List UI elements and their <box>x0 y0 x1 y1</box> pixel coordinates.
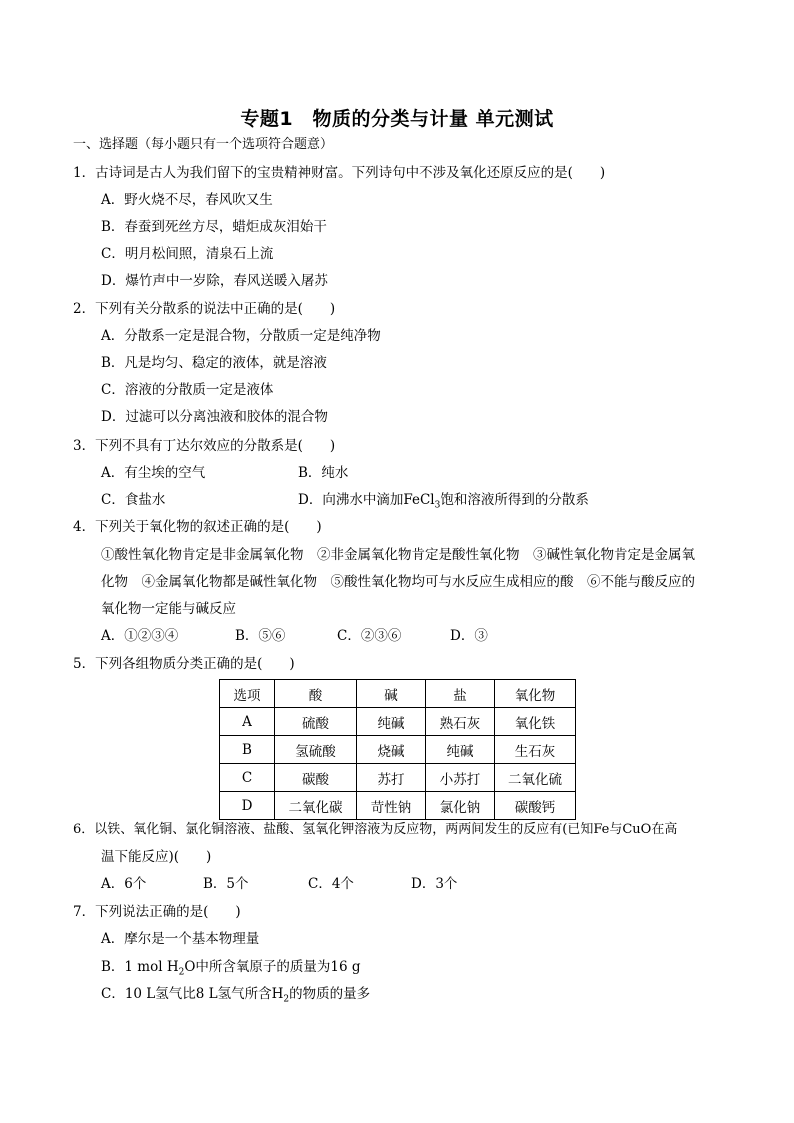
question-1-option-d: D．爆竹声中一岁除，春风送暖入屠苏 <box>101 273 328 289</box>
table-cell: 二氧化硫 <box>495 764 576 792</box>
table-cell: 碳酸 <box>275 764 357 792</box>
classification-table <box>219 679 576 820</box>
table-cell: 小苏打 <box>426 764 495 792</box>
question-6-stem-line-1: 6．以铁、氧化铜、氯化铜溶液、盐酸、氢氧化钾溶液为反应物，两两间发生的反应有(已知Fe与CuO在高 <box>73 822 678 837</box>
page-title: 专题1 物质的分类与计量 单元测试 <box>240 108 554 130</box>
question-4-statements-line-1: ①酸性氧化物肯定是非金属氧化物 ②非金属氧化物肯定是酸性氧化物 ③碱性氧化物肯定是金属氧 <box>101 547 695 563</box>
table-row <box>220 764 576 792</box>
question-4-statements-line-2: 化物 ④金属氧化物都是碱性氧化物 ⑤酸性氧化物均可与水反应生成相应的酸 ⑥不能与酸反应的 <box>101 574 695 590</box>
table-cell: 硫酸 <box>275 708 357 736</box>
table-cell: C <box>220 764 275 792</box>
table-header-cell: 选项 <box>220 680 275 708</box>
question-3-option-b: B．纯水 <box>298 465 349 481</box>
section-heading: 一、选择题（每小题只有一个选项符合题意） <box>73 137 334 152</box>
question-1-option-b: B．春蚕到死丝方尽，蜡炬成灰泪始干 <box>101 219 327 235</box>
question-7-option-a: A．摩尔是一个基本物理量 <box>101 931 260 947</box>
question-4-option-c: C．②③⑥ <box>337 628 402 644</box>
question-6-option-c: C．4个 <box>308 876 354 892</box>
question-2-option-c: C．溶液的分散质一定是液体 <box>101 382 274 398</box>
question-2-option-a: A．分散系一定是混合物，分散质一定是纯净物 <box>101 328 381 344</box>
table-row <box>220 708 576 736</box>
question-1-stem: 1．古诗词是古人为我们留下的宝贵精神财富。下列诗句中不涉及氧化还原反应的是( ) <box>73 165 606 181</box>
table-cell: 烧碱 <box>357 736 426 764</box>
question-4-option-b: B．⑤⑥ <box>235 628 286 644</box>
table-row <box>220 792 576 820</box>
table-header-cell: 氧化物 <box>495 680 576 708</box>
table-cell: 氯化钠 <box>426 792 495 820</box>
question-3-stem: 3．下列不具有丁达尔效应的分散系是( ) <box>73 438 336 454</box>
question-3-option-d: D．向沸水中滴加FeCl$_3$饱和溶液所得到的分散系 <box>298 492 589 511</box>
table-cell: A <box>220 708 275 736</box>
table-cell: 纯碱 <box>357 708 426 736</box>
question-4-option-d: D．③ <box>450 628 488 644</box>
question-1-option-a: A．野火烧不尽，春风吹又生 <box>101 192 273 208</box>
table-cell: 苛性钠 <box>357 792 426 820</box>
table-header-cell: 酸 <box>275 680 357 708</box>
table-cell: D <box>220 792 275 820</box>
question-1-option-c: C．明月松间照，清泉石上流 <box>101 246 274 262</box>
table-cell: 纯碱 <box>426 736 495 764</box>
question-6-stem-line-2: 温下能反应)( ) <box>101 849 212 865</box>
table-cell: 氢硫酸 <box>275 736 357 764</box>
question-4-stem: 4．下列关于氧化物的叙述正确的是( ) <box>73 519 322 535</box>
table-cell: 碳酸钙 <box>495 792 576 820</box>
question-7-option-c: C．10 L氢气比8 L氢气所含$H_2$的物质的量多 <box>101 986 371 1005</box>
question-7-stem: 7．下列说法正确的是( ) <box>73 904 241 920</box>
table-header-cell: 碱 <box>357 680 426 708</box>
table-cell: 二氧化碳 <box>275 792 357 820</box>
table-cell: 熟石灰 <box>426 708 495 736</box>
question-4-statements-line-3: 氧化物一定能与碱反应 <box>101 601 236 617</box>
question-3-option-c: C．食盐水 <box>101 492 166 508</box>
table-row <box>220 736 576 764</box>
question-2-option-d: D．过滤可以分离浊液和胶体的混合物 <box>101 409 328 425</box>
table-header-row <box>220 680 576 708</box>
question-4-option-a: A．①②③④ <box>101 628 179 644</box>
table-cell: 氧化铁 <box>495 708 576 736</box>
table-header-cell: 盐 <box>426 680 495 708</box>
question-6-option-b: B．5个 <box>203 876 249 892</box>
question-6-option-a: A．6个 <box>101 876 147 892</box>
question-3-option-a: A．有尘埃的空气 <box>101 465 206 481</box>
table-cell: 生石灰 <box>495 736 576 764</box>
question-5-stem: 5．下列各组物质分类正确的是( ) <box>73 656 295 672</box>
question-2-stem: 2．下列有关分散系的说法中正确的是( ) <box>73 301 336 317</box>
table-cell: 苏打 <box>357 764 426 792</box>
question-6-option-d: D．3个 <box>411 876 458 892</box>
question-2-option-b: B．凡是均匀、稳定的液体，就是溶液 <box>101 355 327 371</box>
question-7-option-b: B．1 mol $H_2O$中所含氧原子的质量为16 g <box>101 959 361 978</box>
table-cell: B <box>220 736 275 764</box>
